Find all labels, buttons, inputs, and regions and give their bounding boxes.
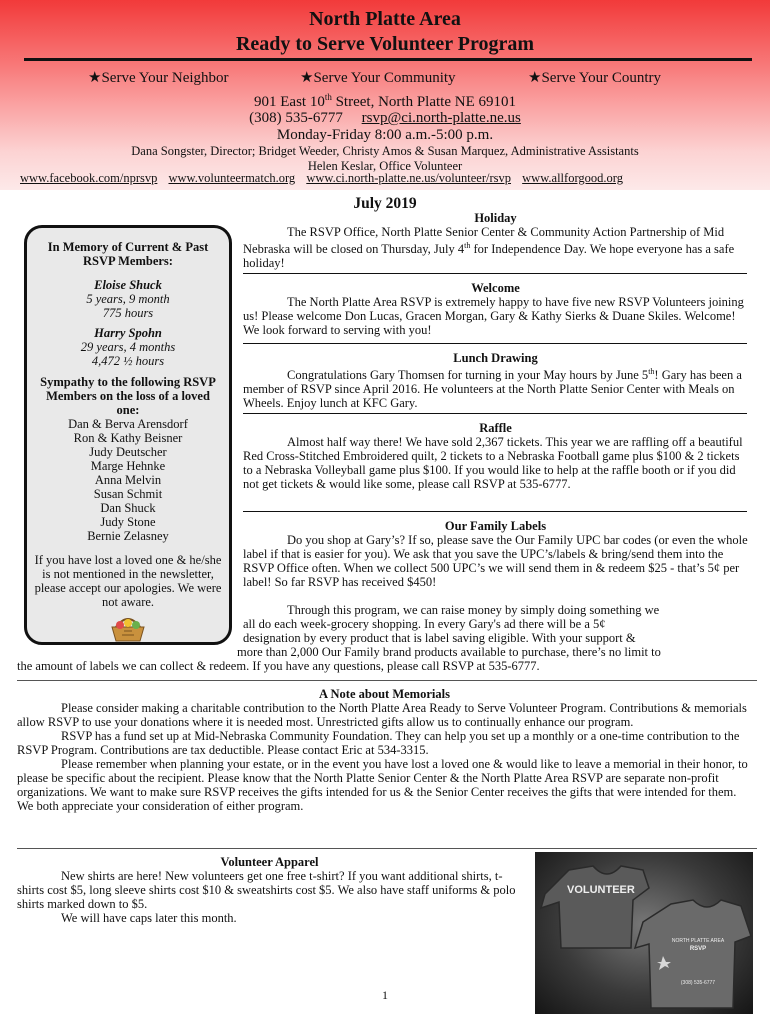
issue-date: July 2019 [353,195,417,212]
shirt-back-line2: RSVP [689,946,707,952]
program-title: Ready to Serve Volunteer Program [235,33,535,55]
slogan-neighbor: ★Serve Your Neighbor [88,70,229,86]
memorial-name: Harry Spohn [94,326,162,340]
sympathy-name: Anna Melvin [94,473,162,487]
raffle-article [243,421,748,491]
volunteermatch-link[interactable]: www.volunteermatch.org [168,171,296,185]
memorial-name: Eloise Shuck [94,278,162,292]
article-body: Almost half way there! We have sold 2,367 tickets. This year we are raffling off a beautiful Red Cross-Stitched Embroidered quilt, 2 tickets to a Nebraska Football game plus $100 & 2 tickets to a Nebraska Volleyball game plus $100. If you would like to help at the raffle booth or if you did not get tickets & would like some, please call RSVP at 535-6777. [243,435,743,491]
article-paragraph: Please remember when planning your estate, or in the event you have lost a loved one & would like to leave a memorial in their honor, to please be specific about the recipient. Please know that the North Platte Senior Center & the North Platte Area RSVP are separate non-profit organizations. We want to make sure RSVP receives the gifts intended for us & the Senior Center receives the gifts that were intended for them. We both appreciate your consideration of either program. [17,757,748,813]
section-divider [17,848,757,849]
labels-line: the amount of labels we can collect & redeem. If you have any questions, please call RSVP at 535-6777. [17,659,540,673]
program-area-title: North Platte Area [309,8,461,30]
apparel-article [17,855,522,925]
shirt-front-text: VOLUNTEER [567,884,635,896]
contact-line [0,110,770,127]
shirt-back-phone: (308) 535-6777 [680,980,716,986]
welcome-article [243,281,748,337]
labels-line: all do each week-grocery shopping. In every Gary's ad there will be a 5¢ [243,617,606,631]
memorial-service: 5 years, 9 month [86,292,170,306]
slogan-community: ★Serve Your Community [300,70,456,86]
memorial-hours: 4,472 ½ hours [91,354,165,368]
sympathy-name: Judy Deutscher [89,445,167,459]
labels-line: designation by every product that is label saving eligible. With your support & [243,631,636,645]
article-heading: Volunteer Apparel [220,855,319,869]
sympathy-name: Ron & Kathy Beisner [73,431,183,445]
article-body: The RSVP Office, North Platte Senior Center & Community Action Partnership of Mid Nebraska will be closed on Thursday, July 4th for Independence Day. We hope everyone has a safe holiday! [243,225,735,271]
article-paragraph: New shirts are here! New volunteers get one free t-shirt? If you want additional shirts, t-shirts cost $5, long sleeve shirts cost $10 & sweatshirts cost $5. We also have staff uniforms & polo shirts marked down to $5. [17,869,516,911]
memorial-hours: 775 hours [102,306,154,320]
facebook-link[interactable]: www.facebook.com/nprsvp [20,171,158,185]
sympathy-name: Bernie Zelasney [87,529,169,543]
sympathy-name: Dan Shuck [100,501,156,515]
memorial-service: 29 years, 4 months [80,340,176,354]
section-divider [243,413,747,414]
article-heading: Holiday [474,211,517,225]
sympathy-name: Marge Hehnke [90,459,166,473]
page-number: 1 [382,988,388,1002]
article-paragraph: Please consider making a charitable contribution to the North Platte Area Ready to Serve Volunteer Program. Contributions & memorials allow RSVP to use your donations where it is needed most. Unrestricted gifts allow us to continually enhance our program. [17,701,747,729]
family-labels-article [243,519,748,589]
shirt-back-line1: NORTH PLATTE AREA [671,938,725,944]
article-body: The North Platte Area RSVP is extremely happy to have five new RSVP Volunteers joining us! Please welcome Don Lucas, Gracen Morgan, Gary & Kathy Sierks & Duane Skiles. Welcome! We look forward to serving with you! [243,295,744,337]
article-heading: A Note about Memorials [319,687,450,701]
section-divider [243,343,747,344]
slogan-country: ★Serve Your Country [528,70,662,86]
section-divider [243,273,747,274]
sympathy-name: Dan & Berva Arensdorf [68,417,188,431]
staff-list: Dana Songster, Director; Bridget Weeder, Christy Amos & Susan Marquez, Administrative Assistants [131,144,639,158]
header-rule [24,58,752,61]
email-link[interactable]: rsvp@ci.north-platte.ne.us [361,110,521,126]
office-volunteer: Helen Keslar, Office Volunteer [307,159,463,173]
office-hours: Monday-Friday 8:00 a.m.-5:00 p.m. [276,127,494,143]
newsletter-header [0,0,770,190]
section-divider [17,680,757,681]
memorial-heading: In Memory of Current & Past RSVP Members: [47,240,209,268]
holiday-article [243,211,748,270]
section-divider [243,511,747,512]
allforgood-link[interactable]: www.allforgood.org [522,171,623,185]
article-heading: Lunch Drawing [453,351,538,365]
memorial-sidebar [24,225,232,645]
lunch-drawing-article [243,351,748,410]
labels-line: more than 2,000 Our Family brand products available to purchase, there’s no limit to [237,645,661,659]
city-rsvp-link[interactable]: www.ci.north-platte.ne.us/volunteer/rsvp [306,171,512,185]
article-heading: Raffle [479,421,512,435]
phone-number: (308) 535-6777 [249,110,343,126]
labels-line: Through this program, we can raise money by simply doing something we [287,603,660,617]
article-body: Congratulations Gary Thomsen for turning in your May hours by June 5th! Gary has been a member of RSVP since April 2016. He volunteers at the North Platte Senior Center with Meals on Wheels. Enjoy lunch at KFC Gary. [243,367,742,411]
web-links [20,171,760,186]
article-heading: Our Family Labels [444,519,547,533]
apology-note: If you have lost a loved one & he/she is not mentioned in the newsletter, please accept our apologies. We were not aware. [34,553,222,609]
memorials-note [17,687,752,813]
article-body: Do you shop at Gary’s? If so, please save the Our Family UPC bar codes (or even the whole label if that is easier for you). We ask that you save the UPC’s/labels & bring/send them into the RSVP Office often. When we collect 500 UPC’s we will send them in & redeem $25 - that’s 5¢ per label! So far RSVP has received $450! [243,533,748,589]
sympathy-name: Judy Stone [100,515,156,529]
gift-basket-icon [106,613,150,643]
sympathy-heading: Sympathy to the following RSVP Members on the loss of a loved one: [40,375,216,417]
sympathy-name: Susan Schmit [93,487,163,501]
article-paragraph: RSVP has a fund set up at Mid-Nebraska Community Foundation. They can help you set up a monthly or a one-time contribution to the RSVP Program. Contributions are tax deductible. Please contact Eric at 534-3315. [17,729,740,757]
address: 901 East 10th Street, North Platte NE 69101 [254,92,516,110]
article-heading: Welcome [471,281,520,295]
article-paragraph: We will have caps later this month. [61,911,237,925]
